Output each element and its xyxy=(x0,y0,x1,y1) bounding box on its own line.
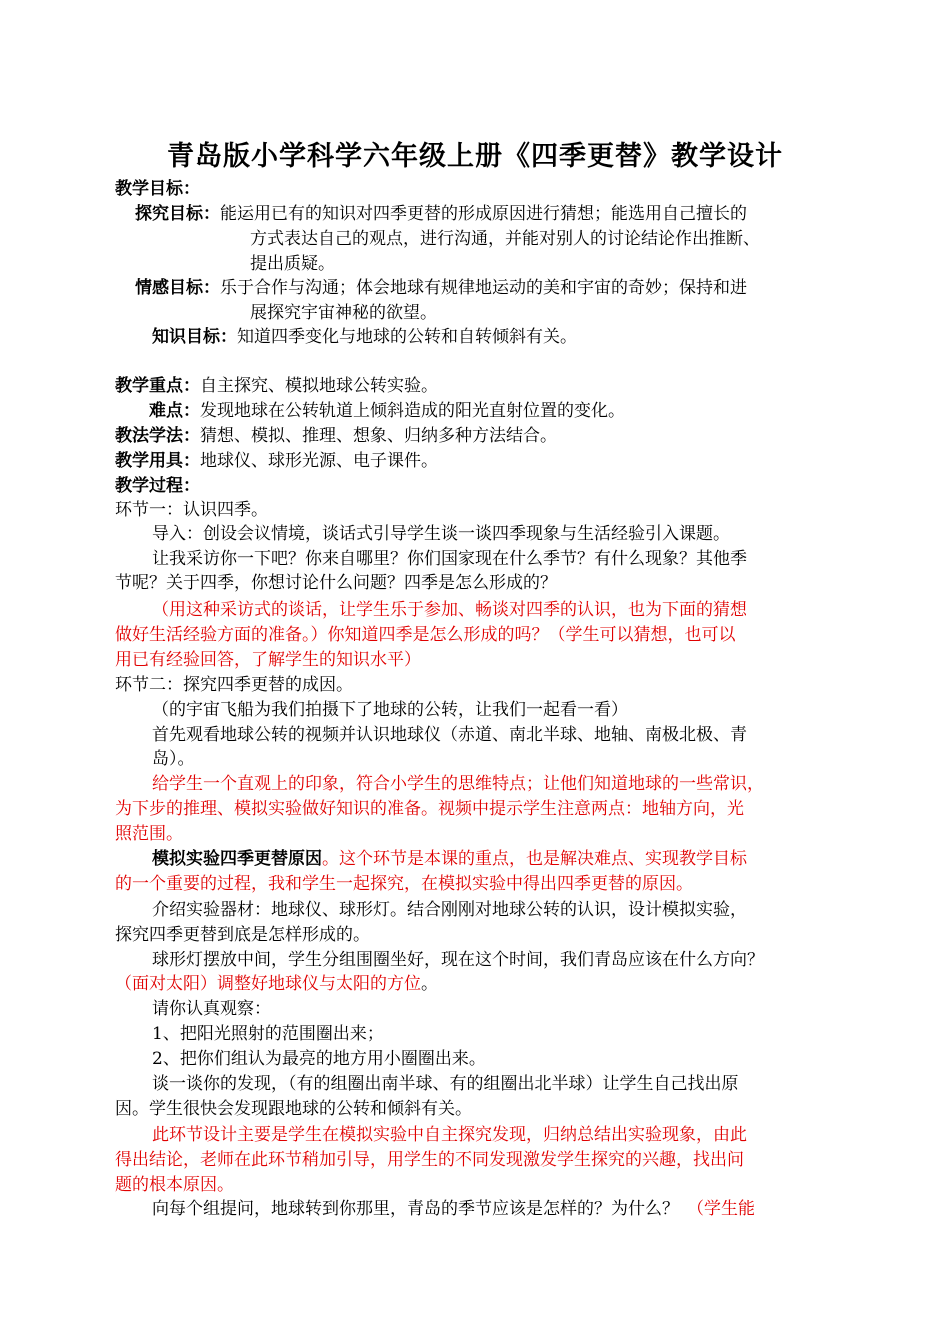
inline-text: 向每个组提问，地球转到你那里，青岛的季节应该是怎样的？为什么？ xyxy=(152,1199,679,1219)
red-inline-text: （学生能 xyxy=(687,1199,755,1219)
knowledge-objective-label: 知识目标： xyxy=(152,327,237,347)
red-note-line: 的一个重要的过程，我和学生一起探究，在模拟实验中得出四季更替的原因。 xyxy=(115,874,693,894)
knowledge-objective-line xyxy=(152,325,577,349)
inline-text: 。 xyxy=(421,974,438,994)
explore-objective-label: 探究目标： xyxy=(135,204,220,224)
section-two-heading: 环节二：探究四季更替的成因。 xyxy=(115,675,353,695)
simulation-red-text: 。这个环节是本课的重点，也是解决难点、实现教学目标 xyxy=(322,849,747,869)
difficulty-text: 发现地球在公转轨道上倾斜造成的阳光直射位置的变化。 xyxy=(200,401,625,421)
methods-line xyxy=(115,424,557,448)
methods-label: 教法学法： xyxy=(115,426,200,446)
key-points-line xyxy=(115,374,438,398)
red-note-line: 给学生一个直观上的印象，符合小学生的思维特点；让他们知道地球的一些常识， xyxy=(152,774,764,794)
explore-objective-line-2: 方式表达自己的观点，进行沟通，并能对别人的讨论结论作出推断、 xyxy=(250,229,760,249)
document-title: 青岛版小学科学六年级上册《四季更替》教学设计 xyxy=(167,141,783,172)
list-item: 1、把阳光照射的范围圈出来； xyxy=(152,1024,384,1044)
paragraph-line: 谈一谈你的发现，（有的组圈出南半球、有的组圈出北半球）让学生自己找出原 xyxy=(152,1074,739,1094)
paragraph-line: （的宇宙飞船为我们拍摄下了地球的公转，让我们一起看一看） xyxy=(152,700,628,720)
paragraph-line: 让我采访你一下吧？你来自哪里？你们国家现在什么季节？有什么现象？其他季 xyxy=(152,549,747,569)
paragraph-line: 岛）。 xyxy=(152,749,195,769)
tools-line xyxy=(115,449,438,473)
paragraph-line: 探究四季更替到底是怎样形成的。 xyxy=(115,925,370,945)
methods-text: 猜想、模拟、推理、想象、归纳多种方法结合。 xyxy=(200,426,557,446)
red-note-line: 此环节设计主要是学生在模拟实验中自主探究发现，归纳总结出实验现象，由此 xyxy=(152,1125,747,1145)
process-heading xyxy=(115,474,200,498)
red-note-line: 照范围。 xyxy=(115,824,183,844)
red-note-line: 用已有经验回答，了解学生的知识水平） xyxy=(115,650,421,670)
mixed-line xyxy=(115,972,438,996)
emotion-objective-line-1 xyxy=(135,276,747,300)
red-inline-text: （面对太阳）调整好地球仪与太阳的方位 xyxy=(115,974,421,994)
paragraph-line: 导入：创设会议情境，谈话式引导学生谈一谈四季现象与生活经验引入课题。 xyxy=(152,524,730,544)
emotion-objective-text-1: 乐于合作与沟通；体会地球有规律地运动的美和宇宙的奇妙；保持和进 xyxy=(220,278,747,298)
knowledge-objective-text: 知道四季变化与地球的公转和自转倾斜有关。 xyxy=(237,327,577,347)
process-heading-text: 教学过程： xyxy=(115,476,200,496)
simulation-heading: 模拟实验四季更替原因 xyxy=(152,849,322,869)
list-item: 2、把你们组认为最亮的地方用小圈圈出来。 xyxy=(152,1049,486,1069)
paragraph-line: 请你认真观察： xyxy=(152,999,271,1019)
emotion-objective-label: 情感目标： xyxy=(135,278,220,298)
explore-objective-text-1: 能运用已有的知识对四季更替的形成原因进行猜想；能选用自己擅长的 xyxy=(220,204,747,224)
paragraph-line: 首先观看地球公转的视频并认识地球仪（赤道、南北半球、地轴、南极北极、青 xyxy=(152,725,747,745)
tools-text: 地球仪、球形光源、电子课件。 xyxy=(200,451,438,471)
paragraph-line: 节呢？关于四季，你想讨论什么问题？四季是怎么形成的？ xyxy=(115,573,557,593)
explore-objective-line-3: 提出质疑。 xyxy=(250,254,335,274)
emotion-objective-line-2: 展探究宇宙神秘的欲望。 xyxy=(250,303,437,323)
paragraph-line: 因。学生很快会发现跟地球的公转和倾斜有关。 xyxy=(115,1099,472,1119)
tools-label: 教学用具： xyxy=(115,451,200,471)
key-points-label: 教学重点： xyxy=(115,376,200,396)
objectives-heading-text: 教学目标： xyxy=(115,179,200,199)
difficulty-label: 难点： xyxy=(149,401,200,421)
difficulty-line xyxy=(149,399,625,423)
paragraph-line: 介绍实验器材：地球仪、球形灯。结合刚刚对地球公转的认识，设计模拟实验， xyxy=(152,900,747,920)
explore-objective-line-1 xyxy=(135,202,747,226)
red-note-line: （用这种采访式的谈话，让学生乐于参加、畅谈对四季的认识，也为下面的猜想 xyxy=(152,600,747,620)
paragraph-line: 球形灯摆放中间，学生分组围圈坐好，现在这个时间，我们青岛应该在什么方向？ xyxy=(152,950,764,970)
section-one-heading: 环节一：认识四季。 xyxy=(115,500,268,520)
red-note-line: 为下步的推理、模拟实验做好知识的准备。视频中提示学生注意两点：地轴方向，光 xyxy=(115,799,744,819)
key-points-text: 自主探究、模拟地球公转实验。 xyxy=(200,376,438,396)
simulation-line xyxy=(152,847,747,871)
mixed-line xyxy=(152,1197,755,1221)
red-note-line: 做好生活经验方面的准备。）你知道四季是怎么形成的吗？（学生可以猜想，也可以 xyxy=(115,625,736,645)
red-note-line: 得出结论，老师在此环节稍加引导，用学生的不同发现激发学生探究的兴趣，找出问 xyxy=(115,1150,744,1170)
objectives-heading xyxy=(115,177,200,201)
red-note-line: 题的根本原因。 xyxy=(115,1175,234,1195)
